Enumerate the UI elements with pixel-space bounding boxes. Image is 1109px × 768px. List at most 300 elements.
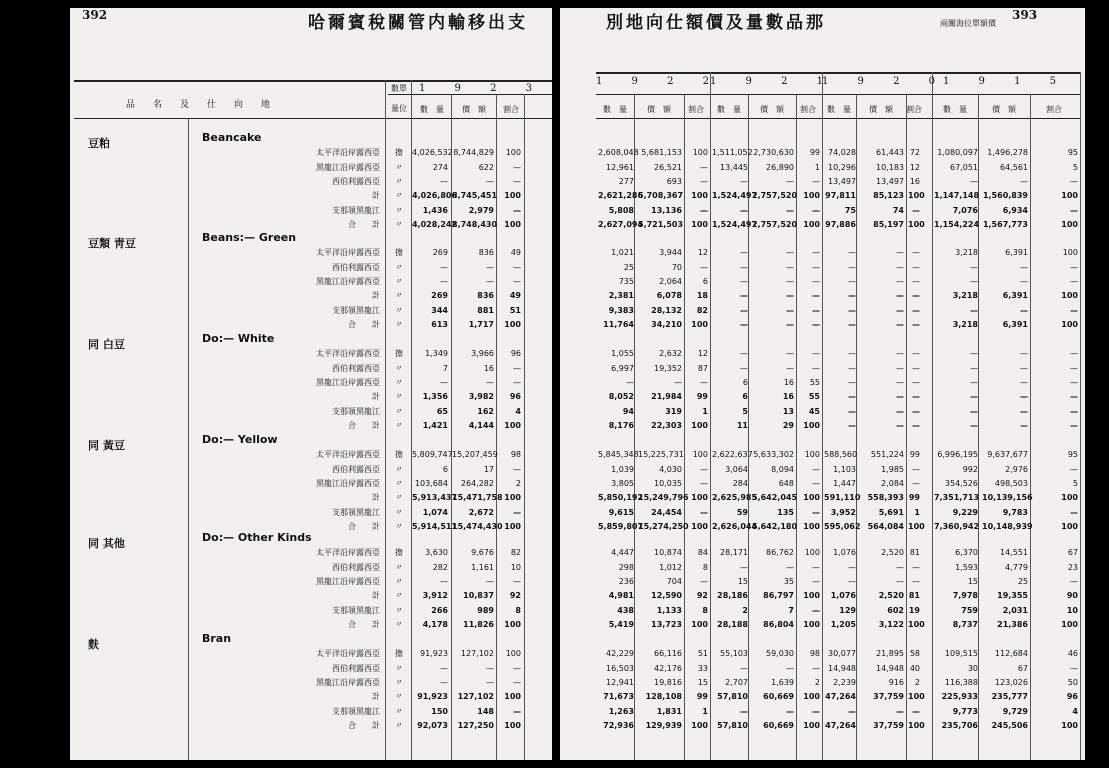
- quantity-value: 2,608,048: [598, 148, 639, 157]
- ratio-value: 100: [691, 220, 708, 229]
- quantity-value: —: [970, 177, 978, 186]
- value-amount: 3,122: [878, 620, 904, 629]
- quantity-value: —: [740, 248, 748, 257]
- value-amount: 6,934: [1002, 206, 1028, 215]
- value-amount: 112,684: [994, 649, 1028, 658]
- header-value: 價 額: [647, 105, 671, 114]
- destination-label: 西伯利露西亞: [332, 263, 380, 272]
- ratio-value: 100: [505, 148, 521, 157]
- commodity-name-en: Bran: [202, 632, 232, 645]
- quantity-value: 7,351,713: [934, 493, 980, 502]
- quantity-value: —: [848, 707, 856, 716]
- value-amount: —: [786, 206, 794, 215]
- ratio-value: —: [912, 421, 920, 430]
- ratio-value: 23: [1067, 563, 1078, 572]
- value-amount: 9,729: [1002, 707, 1028, 716]
- ratio-value: —: [513, 364, 521, 373]
- ratio-value: 8: [702, 606, 708, 615]
- ratio-value: —: [812, 479, 820, 488]
- ratio-value: 95: [1067, 450, 1078, 459]
- quantity-value: —: [626, 378, 634, 387]
- ratio-value: —: [513, 277, 521, 286]
- quantity-value: 6: [442, 465, 448, 474]
- destination-label: 黑龍江沿岸露西亞: [316, 163, 380, 172]
- ratio-value: 82: [510, 548, 521, 557]
- destination-label: 黑龍江沿岸露西亞: [316, 479, 380, 488]
- quantity-value: 5,845,348: [598, 450, 639, 459]
- quantity-value: 5: [742, 407, 748, 416]
- value-amount: 6,391: [1005, 248, 1028, 257]
- header-ratio: 割合: [906, 105, 922, 114]
- ratio-value: —: [812, 277, 820, 286]
- ratio-value: —: [1070, 577, 1078, 586]
- ratio-value: 51: [697, 649, 708, 658]
- value-amount: 1,831: [656, 707, 682, 716]
- value-amount: 10,035: [654, 479, 682, 488]
- value-amount: 551,224: [870, 450, 904, 459]
- quantity-value: 8,176: [608, 421, 634, 430]
- quantity-value: —: [848, 291, 856, 300]
- quantity-value: 992: [962, 465, 978, 474]
- quantity-value: 1,074: [422, 508, 448, 517]
- ratio-value: 81: [908, 591, 920, 600]
- ratio-value: 100: [504, 421, 521, 430]
- value-amount: 16: [483, 364, 494, 373]
- quantity-value: 277: [618, 177, 634, 186]
- value-amount: 26,890: [766, 163, 794, 172]
- value-amount: 2,520: [881, 548, 904, 557]
- unit-value: 〃: [395, 291, 403, 300]
- unit-value: 〃: [395, 163, 403, 172]
- value-amount: 28,132: [651, 306, 682, 315]
- quantity-value: 57,810: [717, 721, 748, 730]
- value-amount: 9,637,677: [987, 450, 1028, 459]
- quantity-value: 284: [732, 479, 748, 488]
- value-amount: 836: [478, 248, 494, 257]
- value-amount: 10,874: [654, 548, 682, 557]
- ratio-value: 10: [510, 563, 521, 572]
- ratio-value: 100: [803, 620, 820, 629]
- unit-value: 〃: [395, 421, 403, 430]
- value-amount: 498,503: [994, 479, 1028, 488]
- quantity-value: —: [848, 378, 856, 387]
- ratio-value: —: [700, 508, 708, 517]
- value-amount: —: [1020, 364, 1028, 373]
- destination-label: 計: [372, 191, 380, 200]
- ratio-value: 100: [803, 721, 820, 730]
- value-amount: 693: [666, 177, 682, 186]
- value-amount: 5,721,503: [638, 220, 684, 229]
- value-amount: —: [786, 364, 794, 373]
- header-value: 價 額: [760, 105, 784, 114]
- quantity-value: 3,218: [952, 320, 978, 329]
- ratio-value: 100: [1062, 248, 1078, 257]
- quantity-value: —: [440, 378, 448, 387]
- unit-value: 〃: [395, 220, 403, 229]
- value-amount: 245,506: [991, 721, 1028, 730]
- quantity-value: 266: [431, 606, 448, 615]
- value-amount: —: [1020, 349, 1028, 358]
- table-rule: [596, 94, 1080, 95]
- quantity-value: 97,811: [825, 191, 856, 200]
- value-amount: 648: [778, 479, 794, 488]
- header-year: 1 9 2 3: [419, 83, 545, 94]
- ratio-value: 100: [1061, 721, 1078, 730]
- quantity-value: 6,370: [955, 548, 978, 557]
- value-amount: 3,982: [468, 392, 494, 401]
- quantity-value: 595,062: [824, 522, 861, 531]
- year-header: 1 9 2 2: [596, 76, 722, 87]
- value-amount: 8,745,451: [452, 191, 498, 200]
- ratio-value: —: [1070, 177, 1078, 186]
- ratio-value: 49: [509, 291, 521, 300]
- ratio-value: 100: [908, 692, 925, 701]
- value-amount: 1,560,839: [982, 191, 1028, 200]
- value-amount: —: [786, 320, 794, 329]
- quantity-value: 2,707: [725, 678, 748, 687]
- ratio-value: 100: [908, 191, 925, 200]
- quantity-value: 4,026,532: [412, 148, 453, 157]
- ratio-value: 50: [1067, 678, 1078, 687]
- ratio-value: 98: [809, 649, 820, 658]
- value-amount: —: [486, 577, 494, 586]
- quantity-value: 9,383: [608, 306, 634, 315]
- ratio-value: —: [812, 177, 820, 186]
- value-amount: —: [896, 248, 904, 257]
- value-amount: —: [786, 664, 794, 673]
- value-amount: 61,443: [876, 148, 904, 157]
- unit-value: 擔: [395, 548, 403, 557]
- quantity-value: 8,052: [608, 392, 634, 401]
- value-amount: 60,669: [763, 692, 794, 701]
- ratio-value: —: [912, 320, 920, 329]
- ratio-value: 5: [1072, 163, 1078, 172]
- quantity-value: 67,051: [950, 163, 978, 172]
- value-amount: 2,730,630: [753, 148, 794, 157]
- unit-value: 〃: [395, 191, 403, 200]
- ratio-value: 95: [1067, 148, 1078, 157]
- quantity-value: 3,218: [952, 291, 978, 300]
- quantity-value: 1,080,097: [937, 148, 978, 157]
- value-amount: 127,102: [457, 692, 494, 701]
- ratio-value: 4: [1072, 707, 1078, 716]
- value-amount: 4,144: [468, 421, 494, 430]
- quantity-value: —: [848, 248, 856, 257]
- unit-value: 〃: [395, 392, 403, 401]
- value-amount: —: [786, 177, 794, 186]
- ratio-value: 100: [504, 721, 521, 730]
- destination-label: 計: [372, 291, 380, 300]
- quantity-value: 3,218: [955, 248, 978, 257]
- ratio-value: 84: [697, 548, 708, 557]
- quantity-value: —: [848, 263, 856, 272]
- value-amount: 19,355: [997, 591, 1028, 600]
- unit-value: 〃: [395, 664, 403, 673]
- quantity-value: 2,627,094: [598, 220, 644, 229]
- value-amount: 29: [782, 421, 794, 430]
- value-amount: 19,352: [654, 364, 682, 373]
- unit-value: 〃: [395, 306, 403, 315]
- ratio-value: —: [912, 206, 920, 215]
- quantity-value: —: [970, 378, 978, 387]
- value-amount: 6,391: [1002, 291, 1028, 300]
- ratio-value: —: [912, 248, 920, 257]
- quantity-value: 1,076: [833, 548, 856, 557]
- quantity-value: —: [848, 320, 856, 329]
- ratio-value: 12: [697, 248, 708, 257]
- ratio-value: 15: [697, 678, 708, 687]
- ratio-value: —: [1070, 277, 1078, 286]
- ratio-value: —: [700, 465, 708, 474]
- quantity-value: 71,673: [603, 692, 634, 701]
- value-amount: 16: [782, 392, 794, 401]
- value-amount: —: [786, 248, 794, 257]
- value-amount: 5,633,302: [753, 450, 794, 459]
- value-amount: 66,116: [654, 649, 682, 658]
- unit-value: 〃: [395, 707, 403, 716]
- ratio-value: 33: [697, 664, 708, 673]
- header-quantity: 數 量: [603, 105, 627, 114]
- column-rule: [822, 72, 823, 760]
- ratio-value: —: [1070, 378, 1078, 387]
- quantity-value: 3,952: [830, 508, 856, 517]
- quantity-value: 6: [742, 378, 748, 387]
- ratio-value: —: [812, 465, 820, 474]
- ratio-value: —: [912, 407, 920, 416]
- table-rule: [388, 94, 552, 95]
- destination-label: 支那領黑龍江: [332, 707, 380, 716]
- quantity-value: —: [970, 407, 978, 416]
- quantity-value: 15: [967, 577, 978, 586]
- value-amount: 7: [788, 606, 794, 615]
- ratio-value: 46: [1067, 649, 1078, 658]
- value-amount: 2,979: [468, 206, 494, 215]
- ratio-value: 100: [691, 421, 708, 430]
- unit-value: 〃: [395, 692, 403, 701]
- column-rule: [1080, 72, 1081, 760]
- ratio-value: 100: [691, 493, 708, 502]
- commodity-name-en: Do:— Other Kinds: [202, 531, 312, 544]
- unit-value: 〃: [395, 563, 403, 572]
- ratio-value: —: [1070, 508, 1078, 517]
- page-number: 393: [1012, 8, 1038, 22]
- value-amount: 162: [477, 407, 494, 416]
- value-amount: 2,520: [878, 591, 904, 600]
- ratio-value: 87: [697, 364, 708, 373]
- ratio-value: —: [812, 349, 820, 358]
- ratio-value: —: [1070, 407, 1078, 416]
- value-amount: —: [786, 563, 794, 572]
- value-amount: 86,797: [763, 591, 794, 600]
- quantity-value: 103,684: [414, 479, 448, 488]
- ratio-value: 51: [509, 306, 521, 315]
- quantity-value: 1,421: [422, 421, 448, 430]
- value-amount: 64,561: [1000, 163, 1028, 172]
- value-amount: 37,759: [873, 721, 904, 730]
- value-amount: 1,567,773: [982, 220, 1028, 229]
- quantity-value: 1,511,052: [712, 148, 753, 157]
- quantity-value: 65: [436, 407, 448, 416]
- value-amount: 2,632: [659, 349, 682, 358]
- quantity-value: 6,997: [611, 364, 634, 373]
- ratio-value: —: [513, 465, 521, 474]
- ratio-value: —: [700, 479, 708, 488]
- header-ratio: 割合: [1046, 105, 1062, 114]
- value-amount: 6,078: [656, 291, 682, 300]
- value-amount: 1,985: [881, 465, 904, 474]
- ratio-value: 100: [504, 220, 521, 229]
- value-amount: 86,762: [766, 548, 794, 557]
- ratio-value: 100: [504, 692, 521, 701]
- value-amount: 16: [783, 378, 794, 387]
- unit-value: 擔: [395, 248, 403, 257]
- quantity-value: 7,978: [952, 591, 978, 600]
- value-amount: —: [896, 378, 904, 387]
- value-amount: 21,386: [997, 620, 1028, 629]
- quantity-value: —: [740, 291, 748, 300]
- ratio-value: 82: [696, 306, 708, 315]
- value-amount: —: [486, 263, 494, 272]
- value-amount: —: [786, 707, 794, 716]
- quantity-value: 438: [617, 606, 634, 615]
- quantity-value: 298: [618, 563, 634, 572]
- unit-value: 擔: [395, 450, 403, 459]
- ratio-value: 100: [803, 220, 820, 229]
- value-amount: 4,030: [659, 465, 682, 474]
- ratio-value: 1: [814, 163, 820, 172]
- ratio-value: —: [513, 707, 521, 716]
- quantity-value: 109,515: [944, 649, 978, 658]
- ratio-value: —: [513, 263, 521, 272]
- ratio-value: 2: [914, 678, 920, 687]
- value-amount: 10,183: [876, 163, 904, 172]
- value-amount: —: [896, 349, 904, 358]
- quantity-value: 274: [432, 163, 448, 172]
- ratio-value: 45: [808, 407, 820, 416]
- destination-label: 太平洋沿岸露西亞: [316, 248, 380, 257]
- quantity-value: 57,810: [717, 692, 748, 701]
- ratio-value: 96: [510, 349, 521, 358]
- value-amount: —: [1020, 407, 1028, 416]
- ratio-value: 100: [504, 493, 521, 502]
- ratio-value: 2: [515, 479, 521, 488]
- quantity-value: 47,264: [825, 692, 856, 701]
- quantity-value: 55,103: [720, 649, 748, 658]
- ratio-value: 100: [1061, 522, 1078, 531]
- quantity-value: 1,524,497: [712, 220, 758, 229]
- value-amount: 704: [666, 577, 682, 586]
- value-amount: 2,672: [468, 508, 494, 517]
- value-amount: 129,939: [645, 721, 682, 730]
- quantity-value: —: [740, 320, 748, 329]
- ratio-value: —: [1070, 392, 1078, 401]
- ratio-value: —: [700, 577, 708, 586]
- value-amount: —: [1020, 392, 1028, 401]
- ratio-value: —: [912, 364, 920, 373]
- quantity-value: —: [440, 177, 448, 186]
- destination-label: 西伯利露西亞: [332, 465, 380, 474]
- destination-label: 合 計: [348, 620, 380, 629]
- quantity-value: 72,936: [603, 721, 634, 730]
- quantity-value: 282: [432, 563, 448, 572]
- value-amount: 85,197: [873, 220, 904, 229]
- value-amount: 2,064: [659, 277, 682, 286]
- column-rule: [932, 72, 933, 760]
- destination-label: 西伯利露西亞: [332, 177, 380, 186]
- value-amount: 319: [665, 407, 682, 416]
- header-unit-top: 數單: [391, 84, 407, 93]
- unit-value: 〃: [395, 277, 403, 286]
- quantity-value: 42,229: [606, 649, 634, 658]
- value-amount: 5,642,180: [752, 522, 798, 531]
- ratio-value: —: [812, 707, 820, 716]
- value-amount: 35: [783, 577, 794, 586]
- header-quantity: 數 量: [717, 105, 741, 114]
- ratio-value: 55: [809, 378, 820, 387]
- ratio-value: —: [912, 392, 920, 401]
- unit-value: 〃: [395, 721, 403, 730]
- value-amount: 881: [477, 306, 494, 315]
- value-amount: 15,474,430: [452, 522, 503, 531]
- ratio-value: 99: [696, 392, 708, 401]
- quantity-value: 5,808: [608, 206, 634, 215]
- ratio-value: 100: [505, 649, 521, 658]
- ratio-value: —: [812, 577, 820, 586]
- value-amount: —: [1020, 306, 1028, 315]
- quantity-value: —: [440, 664, 448, 673]
- value-amount: 15,225,731: [638, 450, 684, 459]
- quantity-value: —: [848, 277, 856, 286]
- value-amount: 15,207,459: [452, 450, 498, 459]
- quantity-value: 344: [431, 306, 448, 315]
- ratio-value: —: [812, 563, 820, 572]
- value-amount: 8,094: [771, 465, 794, 474]
- quantity-value: 3,912: [422, 591, 448, 600]
- ratio-value: 100: [691, 191, 708, 200]
- quantity-value: —: [970, 364, 978, 373]
- quantity-value: 225,933: [941, 692, 978, 701]
- value-amount: —: [896, 306, 904, 315]
- value-amount: 4,779: [1005, 563, 1028, 572]
- quantity-value: 25: [623, 263, 634, 272]
- ratio-value: 18: [696, 291, 708, 300]
- commodity-name-en: Do:— Yellow: [202, 433, 278, 446]
- column-rule: [188, 118, 189, 760]
- value-amount: 123,026: [994, 678, 1028, 687]
- ratio-value: —: [1070, 306, 1078, 315]
- quantity-value: 759: [961, 606, 978, 615]
- quantity-value: 10,296: [828, 163, 856, 172]
- header-ratio: 割合: [800, 105, 816, 114]
- destination-label: 合 計: [348, 522, 380, 531]
- quantity-value: —: [848, 577, 856, 586]
- quantity-value: 7,360,942: [934, 522, 980, 531]
- destination-label: 支那領黑龍江: [332, 407, 380, 416]
- quantity-value: 9,615: [608, 508, 634, 517]
- header-quantity: 數 量: [827, 105, 851, 114]
- ratio-value: 100: [692, 450, 708, 459]
- quantity-value: 59: [736, 508, 748, 517]
- quantity-value: —: [848, 392, 856, 401]
- destination-label: 太平洋沿岸露西亞: [316, 148, 380, 157]
- header-ratio: 割合: [503, 105, 519, 114]
- quantity-value: 2,621,286: [598, 191, 644, 200]
- quantity-value: —: [848, 421, 856, 430]
- value-amount: —: [896, 421, 904, 430]
- destination-label: 西伯利露西亞: [332, 563, 380, 572]
- quantity-value: 269: [432, 248, 448, 257]
- value-amount: 2,757,520: [752, 220, 798, 229]
